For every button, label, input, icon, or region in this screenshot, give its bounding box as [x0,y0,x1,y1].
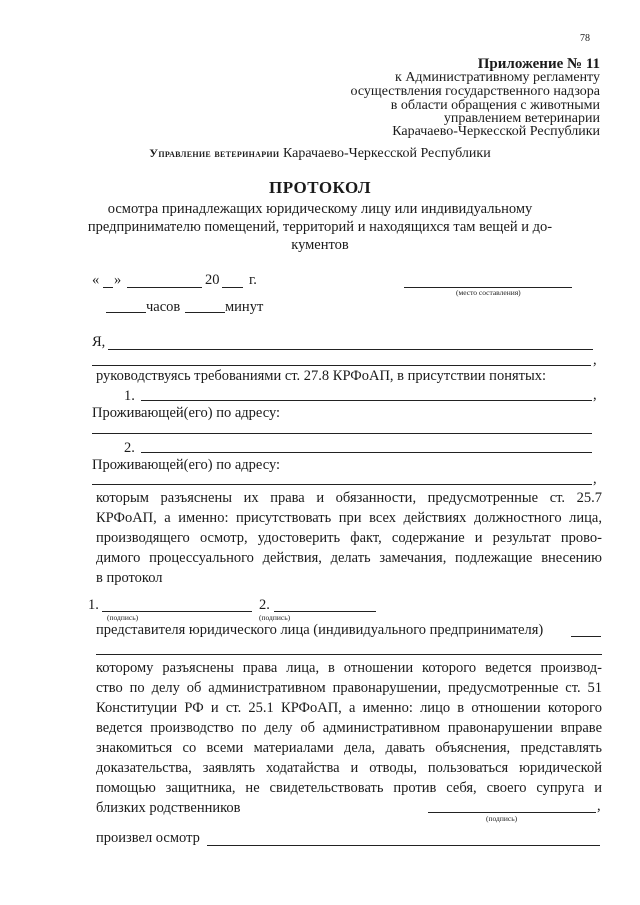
date-quote-open: « [92,272,100,288]
paragraph-line: Конституции РФ и ст. 25.1 КРФоАП, а именно: лицо в отношении которого [96,700,602,716]
witness-2-number: 2. [124,440,135,456]
witness-2-field[interactable] [141,452,592,453]
paragraph-line: помощью защитника, не свидетельствовать против себя, своего супруга и [96,780,602,796]
paragraph-line: в протокол [96,570,163,586]
annex-line: к Административному регламенту [395,70,600,85]
representative-field[interactable] [571,636,601,637]
document-subtitle-line: кументов [291,237,349,253]
paragraph-line: КРФоАП, а именно: присутствовать при всех действиях должностного лица, [96,510,602,526]
document-title: ПРОТОКОЛ [268,178,371,197]
document-subtitle-line: осмотра принадлежащих юридическому лицу или индивидуальному [107,201,533,217]
organization-rest: Карачаево-Черкесской Республики [279,146,491,161]
inspector-field[interactable] [207,845,600,846]
witness-1-address-field[interactable] [92,433,592,434]
paragraph-line: димого процессуального действия, делать замечания, подлежащие внесению [96,550,602,566]
month-field[interactable] [127,287,202,288]
annex-line: Карачаево-Черкесской Республики [392,124,600,139]
comma: , [593,387,597,403]
paragraph-line: производящего осмотр, удостоверить факт, содержание и результат прово- [96,530,602,546]
representative-field-2[interactable] [96,654,602,655]
year-prefix: 20 [205,272,220,288]
comma: , [593,352,597,368]
witness-1-number: 1. [124,388,135,404]
hours-label: часов [146,299,181,315]
day-field[interactable] [103,287,113,288]
representative-rights-paragraph [96,658,602,818]
minutes-field[interactable] [185,312,225,313]
guided-text: руководствуясь требованиями ст. 27.8 КРФоАП, в присутствии понятых: [96,368,546,384]
representative-signature-field[interactable] [428,812,596,813]
minutes-label: минут [225,299,264,315]
date-quote-close: » [114,272,122,288]
annex-line: в области обращения с животными [390,98,600,113]
annex-title: Приложение № 11 [477,56,600,72]
address-label-2: Проживающей(его) по адресу: [92,457,281,473]
hours-field[interactable] [106,312,146,313]
official-name-field-2[interactable] [92,365,591,366]
comma: , [597,798,601,814]
address-label-1: Проживающей(его) по адресу: [92,405,281,421]
witness-2-signature-field[interactable] [274,611,376,612]
official-name-field[interactable] [108,349,593,350]
paragraph-line: доказательства, заявлять ходатайства и отводы, пользоваться юридической [96,760,602,776]
page-number: 78 [580,33,590,44]
organization-heading [0,146,640,162]
inspection-label: произвел осмотр [96,830,200,846]
signature-2-number: 2. [259,597,270,613]
year-field[interactable] [222,287,243,288]
comma: , [593,471,597,487]
paragraph-line: ведется производство по делу об административном правонарушении вправе [96,720,602,736]
paragraph-line: которому разъяснены права лица, в отношении которого ведется производ- [96,660,602,676]
i-label: Я, [92,334,106,350]
paragraph-line: которым разъяснены их права и обязанности, предусмотренные ст. 25.7 [96,490,602,506]
document-subtitle-line: предпринимателю помещений, территорий и находящихся там вещей и до- [87,219,553,235]
annex-line: осуществления государственного надзора [350,84,600,99]
representative-signature-caption: (подпись) [486,814,518,823]
signature-1-caption: (подпись) [107,613,139,622]
signature-1-number: 1. [88,597,99,613]
signature-2-caption: (подпись) [259,613,291,622]
witness-rights-paragraph [96,488,602,588]
witness-1-field[interactable] [141,400,592,401]
paragraph-line: близких родственников [96,800,241,816]
annex-line: управлением ветеринарии [443,111,600,126]
year-suffix: г. [249,272,257,288]
place-caption: (место составления) [456,288,521,297]
witness-2-address-field[interactable] [92,484,592,485]
organization-caps: Управление ветеринарии [149,146,280,160]
paragraph-line: знакомиться со всеми материалами дела, давать объяснения, представлять [96,740,602,756]
paragraph-line: ство по делу об административном правонарушении, предусмотренные ст. 51 [96,680,602,696]
witness-1-signature-field[interactable] [102,611,252,612]
representative-label: представителя юридического лица (индивидуального предпринимателя) [96,622,544,638]
